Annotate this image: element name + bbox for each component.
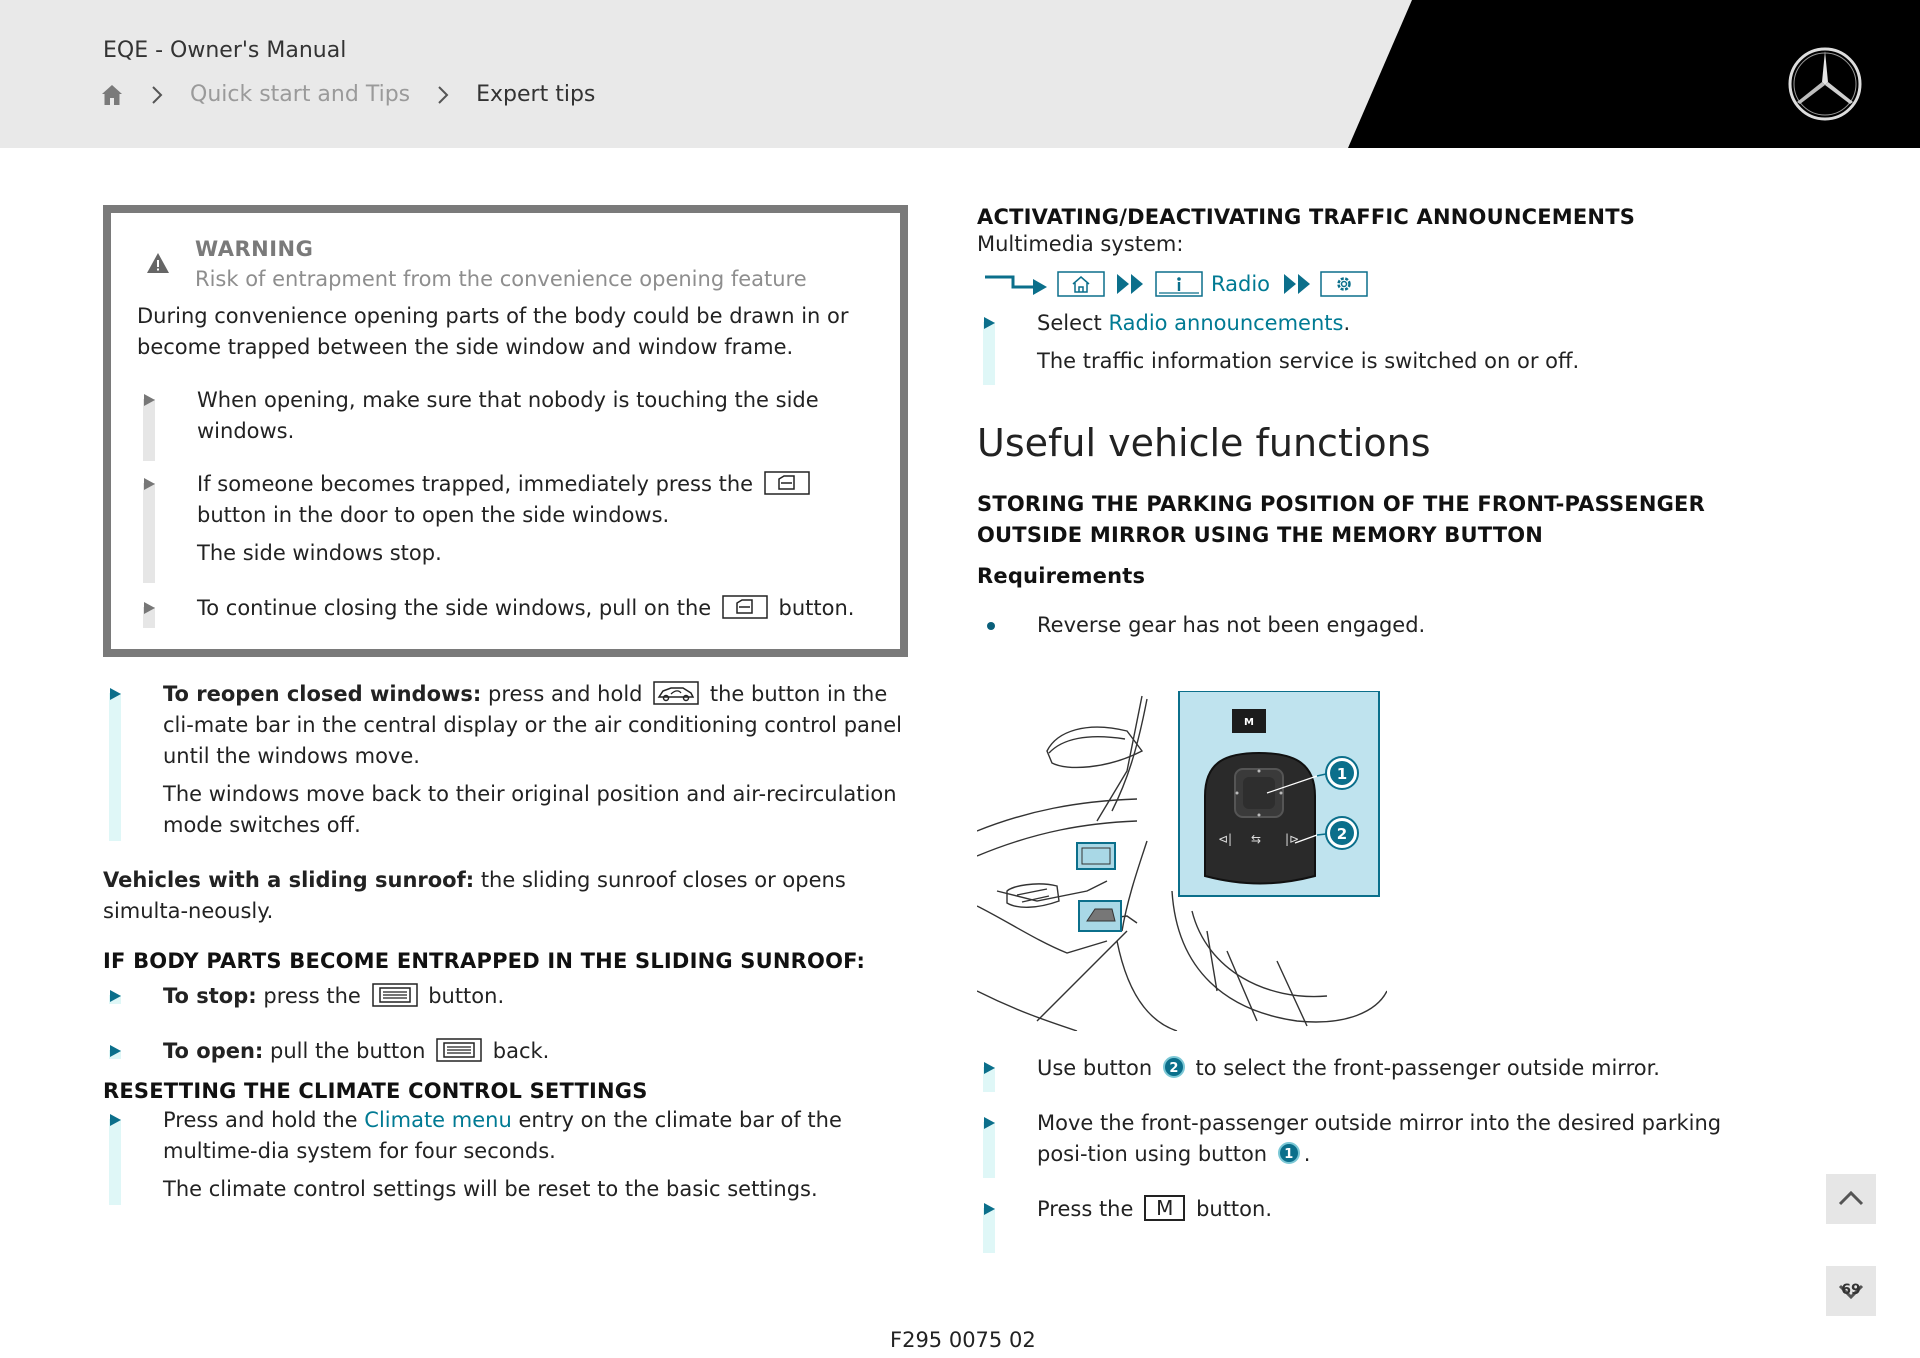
info-menu-icon (1155, 271, 1203, 297)
multimedia-label: Multimedia system: (977, 232, 1184, 256)
select-step: Select Radio announcements. The traffic information service is switched on or off. (977, 308, 1777, 377)
warning-box (103, 205, 908, 657)
window-button-icon (722, 595, 768, 619)
settings-gear-icon (1320, 271, 1368, 297)
inset-m-label: M (1244, 717, 1254, 728)
callout-1: 1 (1336, 765, 1348, 783)
warning-triangle-icon (146, 251, 170, 275)
header-black-band (0, 0, 1920, 148)
menu-path (983, 268, 1777, 300)
warning-step (137, 385, 872, 455)
callout-2: 2 (1336, 825, 1348, 843)
callout-1-badge: 1 (1278, 1142, 1300, 1164)
warning-text: During convenience opening parts of the body could be drawn in or become trapped between the side window and window frame. (137, 304, 849, 359)
step-arrow-icon (142, 393, 156, 407)
requirements-heading: Requirements (977, 564, 1146, 588)
step-arrow-icon (108, 1044, 122, 1058)
right-column (977, 205, 1777, 1225)
svg-text:⇆: ⇆ (1251, 832, 1262, 846)
climate-menu-link[interactable]: Climate menu (364, 1108, 512, 1132)
chevron-right-icon (150, 84, 164, 106)
figure-code: F295 0075 02 (890, 1328, 1036, 1352)
page-number-button[interactable] (1826, 1266, 1876, 1316)
chevron-up-icon (1826, 1174, 1876, 1224)
entrap-heading: IF BODY PARTS BECOME ENTRAPPED IN THE SLIDING SUNROOF: (103, 949, 866, 973)
warning-step-result: The side windows stop. (197, 541, 442, 565)
breadcrumb-link-quick-start[interactable]: Quick start and Tips (190, 82, 411, 107)
warning-title: WARNING (195, 237, 314, 261)
step-arrow-icon (108, 687, 122, 701)
open-step: To open: pull the button back. (103, 1036, 908, 1067)
sunroof-paragraph: Vehicles with a sliding sunroof: the sliding sunroof closes or opens simulta-neously. (103, 868, 846, 923)
scroll-up-button[interactable] (1826, 1174, 1876, 1224)
mirror-memory-illustration (977, 691, 1387, 1031)
radio-menu-item[interactable]: Radio (1211, 272, 1271, 296)
step-arrow-icon (142, 477, 156, 491)
doc-title: EQE - Owner's Manual (103, 38, 347, 63)
move-mirror-step: Move the front-passenger outside mirror into the desired parking posi-tion using button 1 . (977, 1108, 1777, 1170)
warning-step-text: If someone becomes trapped, immediately press the button in the door to open the side windows. (197, 469, 872, 531)
warning-step (137, 469, 872, 569)
reset-step: Press and hold the Climate menu entry on the climate bar of the multime-dia system for four seconds. The climate control settings will be reset to the basic settings. (103, 1105, 908, 1205)
double-arrow-icon (1115, 271, 1149, 297)
step-arrow-icon (982, 316, 996, 330)
radio-announcements-link[interactable]: Radio announcements (1108, 311, 1344, 335)
step-arrow-icon (142, 601, 156, 615)
mercedes-star-logo-icon (1787, 46, 1863, 122)
left-column (103, 205, 908, 1205)
bullet-icon (987, 622, 995, 630)
stop-step: To stop: press the button. (103, 981, 908, 1012)
reset-heading: RESETTING THE CLIMATE CONTROL SETTINGS (103, 1079, 648, 1103)
use-button-step: Use button 2 to select the front-passenger outside mirror. (977, 1053, 1777, 1084)
breadcrumb (100, 82, 595, 107)
section-heading: Useful vehicle functions (977, 421, 1431, 465)
chevron-right-icon (436, 84, 450, 106)
press-m-step: Press the M button. (977, 1194, 1777, 1225)
reset-result: The climate control settings will be reset to the basic settings. (163, 1177, 818, 1201)
memory-m-button-icon: M (1144, 1195, 1185, 1221)
page-number: 69 (1841, 1282, 1861, 1298)
step-arrow-icon (982, 1202, 996, 1216)
requirement-item: Reverse gear has not been engaged. (977, 610, 1777, 641)
page-header (0, 0, 1920, 148)
warning-step-text: When opening, make sure that nobody is touching the side windows. (197, 388, 819, 443)
svg-text:|⊳: |⊳ (1285, 832, 1300, 846)
reopen-result: The windows move back to their original position and air-recirculation mode switches off. (163, 782, 897, 837)
sunroof-button-icon (372, 983, 418, 1007)
window-button-icon (764, 471, 810, 495)
home-icon[interactable] (100, 83, 124, 107)
step-arrow-icon (108, 989, 122, 1003)
warning-step-text: To continue closing the side windows, pull on the button. (197, 596, 855, 620)
air-recirculation-button-icon (653, 681, 699, 705)
svg-text:⊲|: ⊲| (1218, 832, 1233, 846)
double-arrow-icon (1282, 271, 1316, 297)
step-arrow-icon (108, 1113, 122, 1127)
storing-heading: STORING THE PARKING POSITION OF THE FRONT-PASSENGER OUTSIDE MIRROR USING THE MEMORY BUTTON (977, 492, 1705, 547)
home-menu-icon (1057, 271, 1105, 297)
reopen-step: To reopen closed windows: press and hold the button in the cli-mate bar in the central display or the air conditioning control panel until the windows move. The windows move back to their original position and air-recirculation mode switches off. (103, 679, 908, 841)
breadcrumb-current: Expert tips (476, 82, 596, 107)
step-arrow-icon (982, 1116, 996, 1130)
callout-2-badge: 2 (1163, 1056, 1185, 1078)
select-result: The traffic information service is switched on or off. (1037, 349, 1580, 373)
traffic-heading: ACTIVATING/DEACTIVATING TRAFFIC ANNOUNCEMENTS (977, 205, 1636, 229)
warning-step (137, 593, 872, 624)
sunroof-button-icon (436, 1038, 482, 1062)
warning-subtitle: Risk of entrapment from the convenience opening feature (195, 267, 807, 291)
step-arrow-icon (982, 1061, 996, 1075)
menu-path-arrow-icon (983, 271, 1049, 297)
